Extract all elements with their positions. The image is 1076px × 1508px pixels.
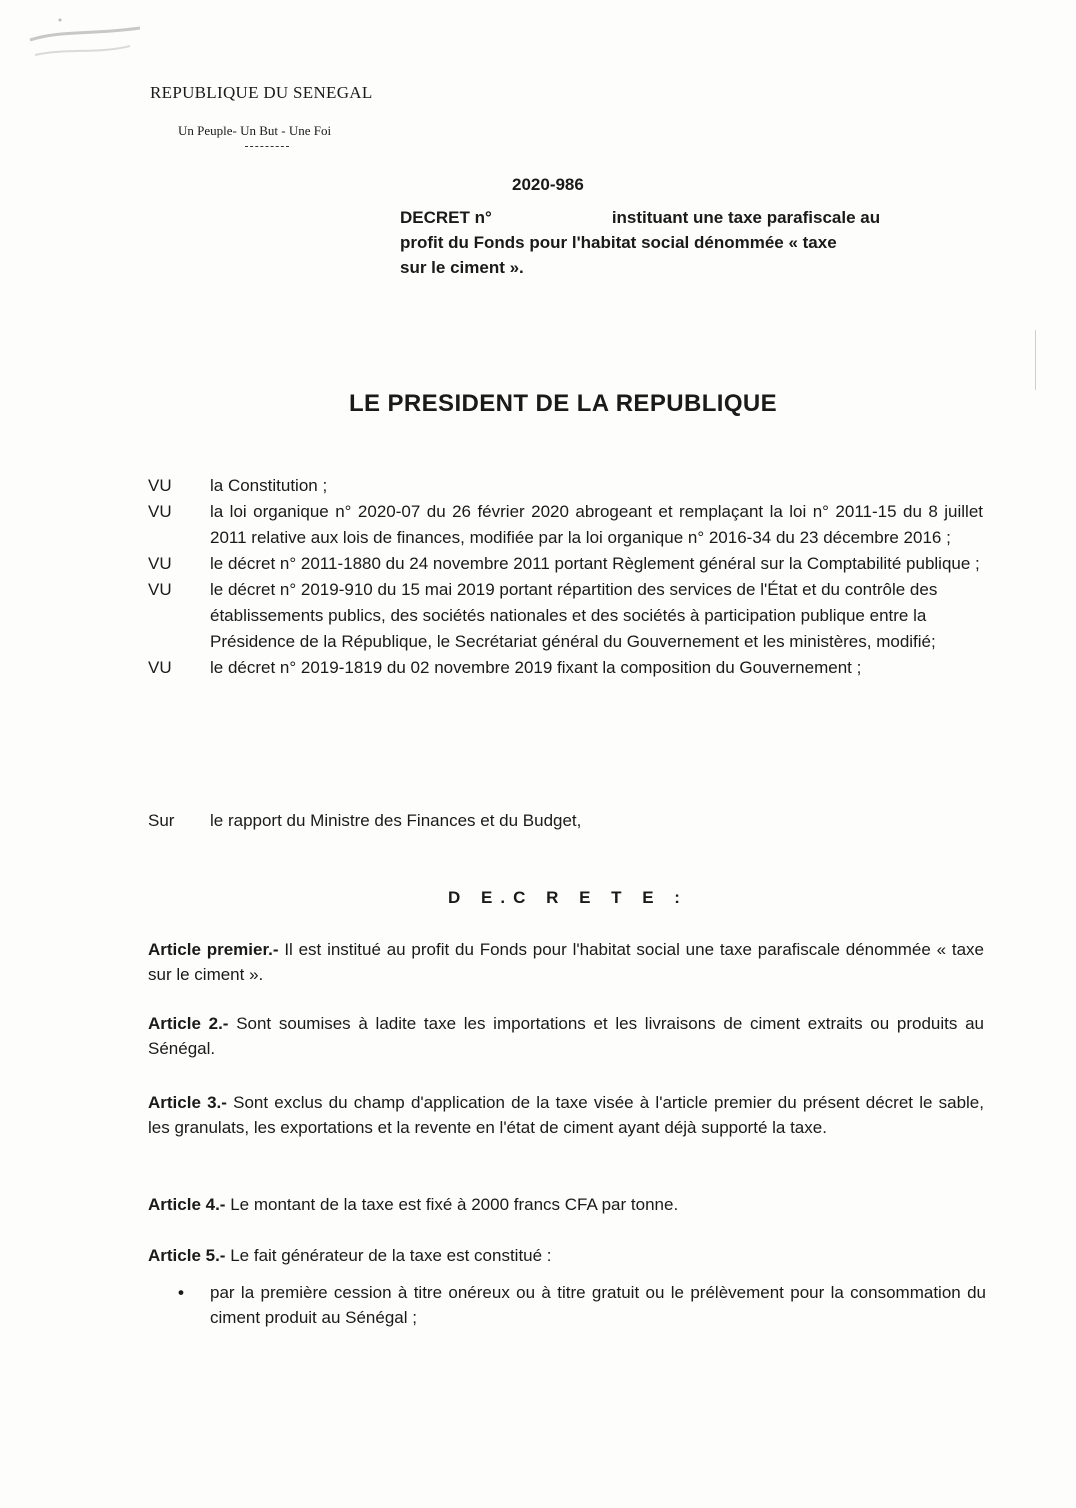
decree-heading-line-2: profit du Fonds pour l'habitat social dénommée « taxe	[400, 233, 837, 252]
decree-heading-line-3: sur le ciment ».	[400, 258, 524, 277]
scan-smudge	[20, 10, 150, 80]
decree-heading-line-1-text: instituant une taxe parafiscale au	[611, 208, 881, 227]
article-text: Sont soumises à ladite taxe les importations et les livraisons de ciment extraits ou produits au Sénégal.	[148, 1014, 984, 1058]
decree-heading	[400, 205, 980, 280]
visa-text: le décret n° 2019-910 du 15 mai 2019 portant répartition des services de l'État et du contrôle des établissements publics, des sociétés nationales et des sociétés à participation publique entre la Présidence de la République, le Secrétariat général du Gouvernement et les ministères, modifié;	[210, 580, 938, 651]
visa-item	[148, 655, 983, 681]
article-text: Sont exclus du champ d'application de la taxe visée à l'article premier du présent décret le sable, les granulats, les exportations et la revente en l'état de ciment ayant déjà supporté la taxe.	[148, 1093, 984, 1137]
bullet-text: par la première cession à titre onéreux ou à titre gratuit ou le prélèvement pour la consommation du ciment produit au Sénégal ;	[210, 1283, 986, 1327]
article-text: Le montant de la taxe est fixé à 2000 francs CFA par tonne.	[230, 1195, 679, 1214]
report-label: Sur	[148, 811, 175, 830]
visa-text: le décret n° 2019-1819 du 02 novembre 2019 fixant la composition du Gouvernement ;	[210, 658, 862, 677]
visa-text: la Constitution ;	[210, 476, 328, 495]
visa-text: la loi organique n° 2020-07 du 26 février 2020 abrogeant et remplaçant la loi n° 2011-15 du 8 juillet 2011 relative aux lois de finances, modifiée par la loi organique n° 2016-34 du 23 décembre 2016 ;	[210, 502, 983, 547]
article-title: Article 3.-	[148, 1093, 227, 1112]
article-title: Article premier.-	[148, 940, 279, 959]
scan-artifact-line	[1035, 330, 1036, 390]
visa-label: VU	[148, 502, 172, 521]
visa-item	[148, 577, 983, 655]
article-3	[148, 1090, 984, 1140]
visa-label: VU	[148, 554, 172, 573]
visa-item	[148, 473, 983, 499]
visa-item	[148, 499, 983, 551]
article-2	[148, 1011, 984, 1061]
visa-label: VU	[148, 580, 172, 599]
article-title: Article 4.-	[148, 1195, 226, 1214]
national-motto: Un Peuple- Un But - Une Foi	[178, 123, 332, 138]
article-5	[148, 1243, 984, 1268]
president-title: LE PRESIDENT DE LA REPUBLIQUE	[348, 390, 778, 417]
republic-header: REPUBLIQUE DU SENEGAL	[150, 83, 373, 102]
article-5-bullet	[178, 1280, 986, 1330]
visa-text: le décret n° 2011-1880 du 24 novembre 2011 portant Règlement général sur la Comptabilité publique ;	[210, 554, 980, 573]
visa-item	[148, 551, 983, 577]
decree-number: 2020-986	[512, 175, 584, 194]
article-title: Article 2.-	[148, 1014, 229, 1033]
bullet-icon: •	[178, 1283, 184, 1302]
motto-divider	[245, 146, 289, 147]
article-title: Article 5.-	[148, 1246, 226, 1265]
visas-block	[148, 473, 983, 681]
decree-heading-line-1	[400, 205, 980, 230]
article-premier	[148, 937, 984, 987]
visa-label: VU	[148, 658, 172, 677]
visa-label: VU	[148, 476, 172, 495]
decrete-heading: D E.C R E T E :	[448, 888, 688, 907]
article-text: Le fait générateur de la taxe est constitué :	[230, 1246, 552, 1265]
article-text: Il est institué au profit du Fonds pour l'habitat social une taxe parafiscale dénommée « taxe sur le ciment ».	[148, 940, 984, 984]
report-text: le rapport du Ministre des Finances et du Budget,	[210, 811, 582, 830]
decree-heading-prefix: DECRET n°	[400, 208, 492, 227]
report-line	[148, 808, 983, 834]
article-4	[148, 1192, 984, 1217]
